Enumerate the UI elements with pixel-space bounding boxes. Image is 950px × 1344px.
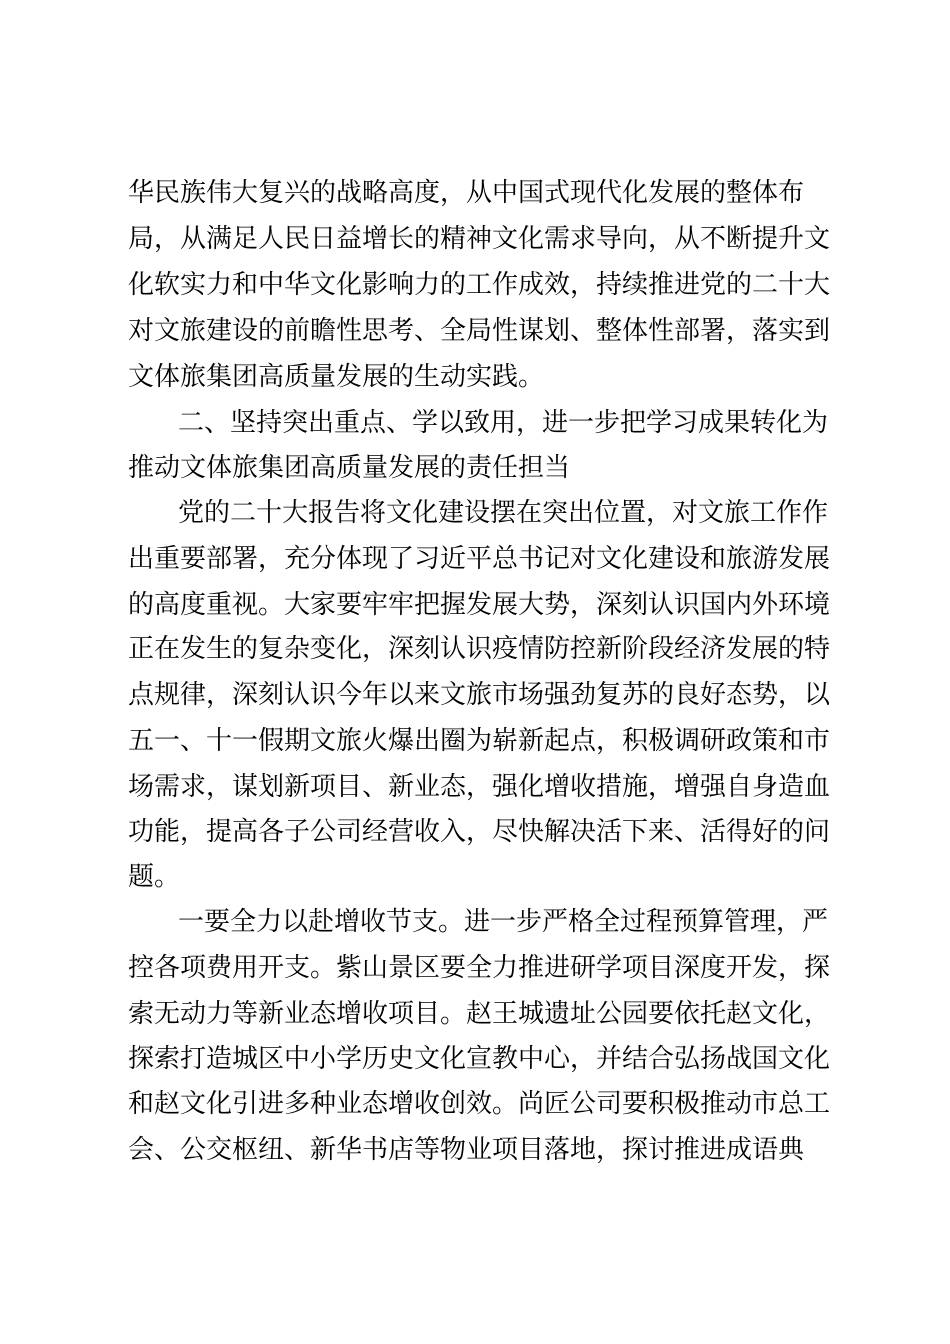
text-line: 对文旅建设的前瞻性思考、全局性谋划、整体性部署，落实到: [128, 316, 831, 346]
text-line: 题。: [128, 862, 181, 892]
text-line: 点规律，深刻认识今年以来文旅市场强劲复苏的良好态势，以: [128, 680, 831, 710]
text-line: 探索打造城区中小学历史文化宣教中心，并结合弘扬战国文化: [128, 1044, 831, 1074]
text-line: 党的二十大报告将文化建设摆在突出位置，对文旅工作作: [178, 498, 829, 528]
text-line: 文体旅集团高质量发展的生动实践。: [128, 362, 545, 392]
text-line: 局，从满足人民日益增长的精神文化需求导向，从不断提升文: [128, 224, 831, 254]
text-line: 会、公交枢纽、新华书店等物业项目落地，探讨推进成语典: [128, 1135, 805, 1165]
text-line: 五一、十一假期文旅火爆出圈为崭新起点，积极调研政策和市: [128, 726, 831, 756]
text-line: 场需求，谋划新项目、新业态，强化增收措施，增强自身造血: [128, 772, 831, 802]
text-line: 控各项费用开支。紫山景区要全力推进研学项目深度开发，探: [128, 953, 831, 983]
section-heading-line: 二、坚持突出重点、学以致用，进一步把学习成果转化为: [178, 408, 829, 438]
text-line: 正在发生的复杂变化，深刻认识疫情防控新阶段经济发展的特: [128, 634, 831, 664]
text-line: 出重要部署，充分体现了习近平总书记对文化建设和旅游发展: [128, 544, 831, 574]
text-line: 化软实力和中华文化影响力的工作成效，持续推进党的二十大: [128, 270, 831, 300]
text-line: 的高度重视。大家要牢牢把握发展大势，深刻认识国内外环境: [128, 590, 831, 620]
section-heading-line: 推动文体旅集团高质量发展的责任担当: [128, 453, 571, 483]
text-line: 功能，提高各子公司经营收入，尽快解决活下来、活得好的问: [128, 817, 831, 847]
text-line: 和赵文化引进多种业态增收创效。尚匠公司要积极推动市总工: [128, 1089, 831, 1119]
text-line: 华民族伟大复兴的战略高度，从中国式现代化发展的整体布: [128, 178, 805, 208]
text-line: 一要全力以赴增收节支。进一步严格全过程预算管理，严: [178, 907, 829, 937]
text-line: 索无动力等新业态增收项目。赵王城遗址公园要依托赵文化，: [128, 999, 831, 1029]
